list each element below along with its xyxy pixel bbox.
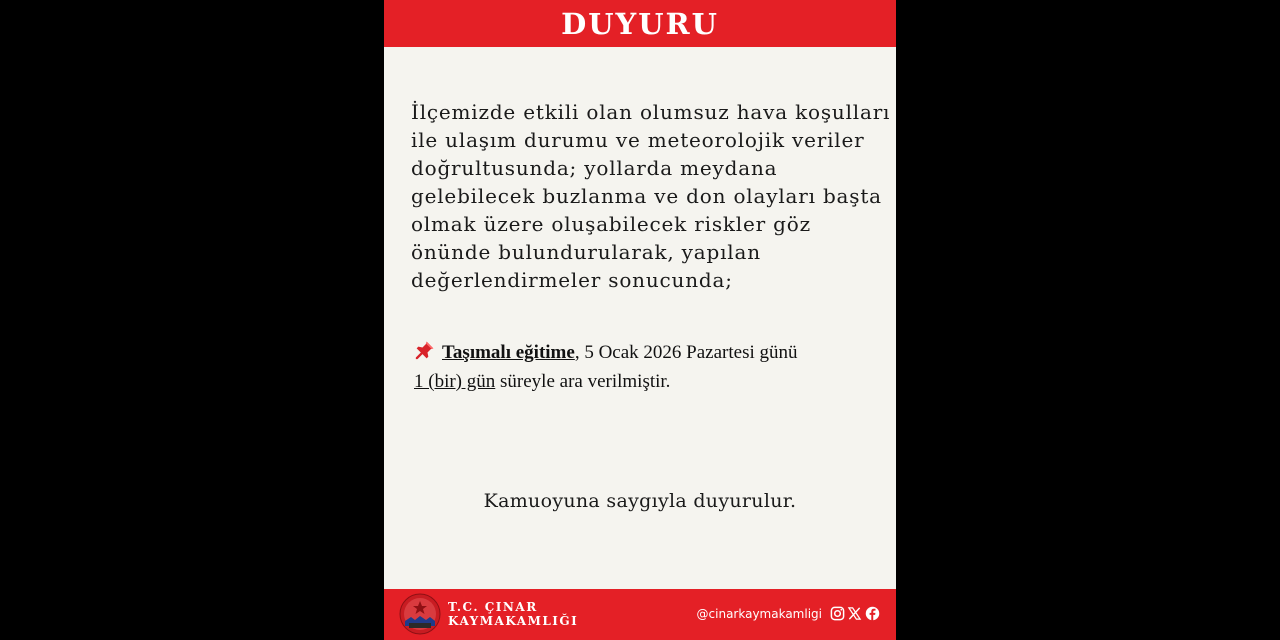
body-line: değerlendirmeler sonucunda;	[411, 268, 733, 292]
notice-subject: Taşımalı eğitime	[442, 342, 575, 363]
header-bar	[384, 0, 896, 47]
notice-duration: 1 (bir) gün	[414, 371, 496, 392]
body-line: gelebilecek buzlanma ve don olayları başta	[411, 184, 882, 208]
announcement-body	[411, 98, 891, 294]
announcement-card	[384, 0, 896, 640]
closing-statement: Kamuoyuna saygıyla duyurulur.	[483, 490, 797, 512]
footer-bar	[384, 589, 896, 640]
org-line-2: KAYMAKAMLIĞI	[448, 614, 579, 628]
body-line: doğrultusunda; yollarda meydana	[411, 156, 778, 180]
x-icon[interactable]	[847, 606, 862, 621]
body-line: olmak üzere oluşabilecek riskler göz	[411, 212, 811, 236]
district-seal-logo	[399, 593, 441, 635]
organization-name	[448, 600, 578, 628]
notice-date-text: , 5 Ocak 2026 Pazartesi günü	[574, 342, 798, 363]
instagram-icon[interactable]	[830, 606, 845, 621]
social-handle[interactable]: @cinarkaymakamligi	[696, 607, 822, 621]
body-line: İlçemizde etkili olan olumsuz hava koşulları	[411, 100, 891, 124]
org-line-1: T.C. ÇINAR	[448, 600, 538, 614]
notice-line-1	[414, 338, 874, 367]
body-line: önünde bulundurularak, yapılan	[411, 240, 761, 264]
notice-line-2	[414, 367, 874, 396]
body-line: ile ulaşım durumu ve meteorolojik veriler	[411, 128, 865, 152]
facebook-icon[interactable]	[865, 606, 880, 621]
pushpin-icon	[414, 340, 436, 360]
notice-rest-text: süreyle ara verilmiştir.	[495, 371, 671, 392]
notice-block	[414, 338, 874, 396]
announcement-title: DUYURU	[561, 6, 719, 41]
